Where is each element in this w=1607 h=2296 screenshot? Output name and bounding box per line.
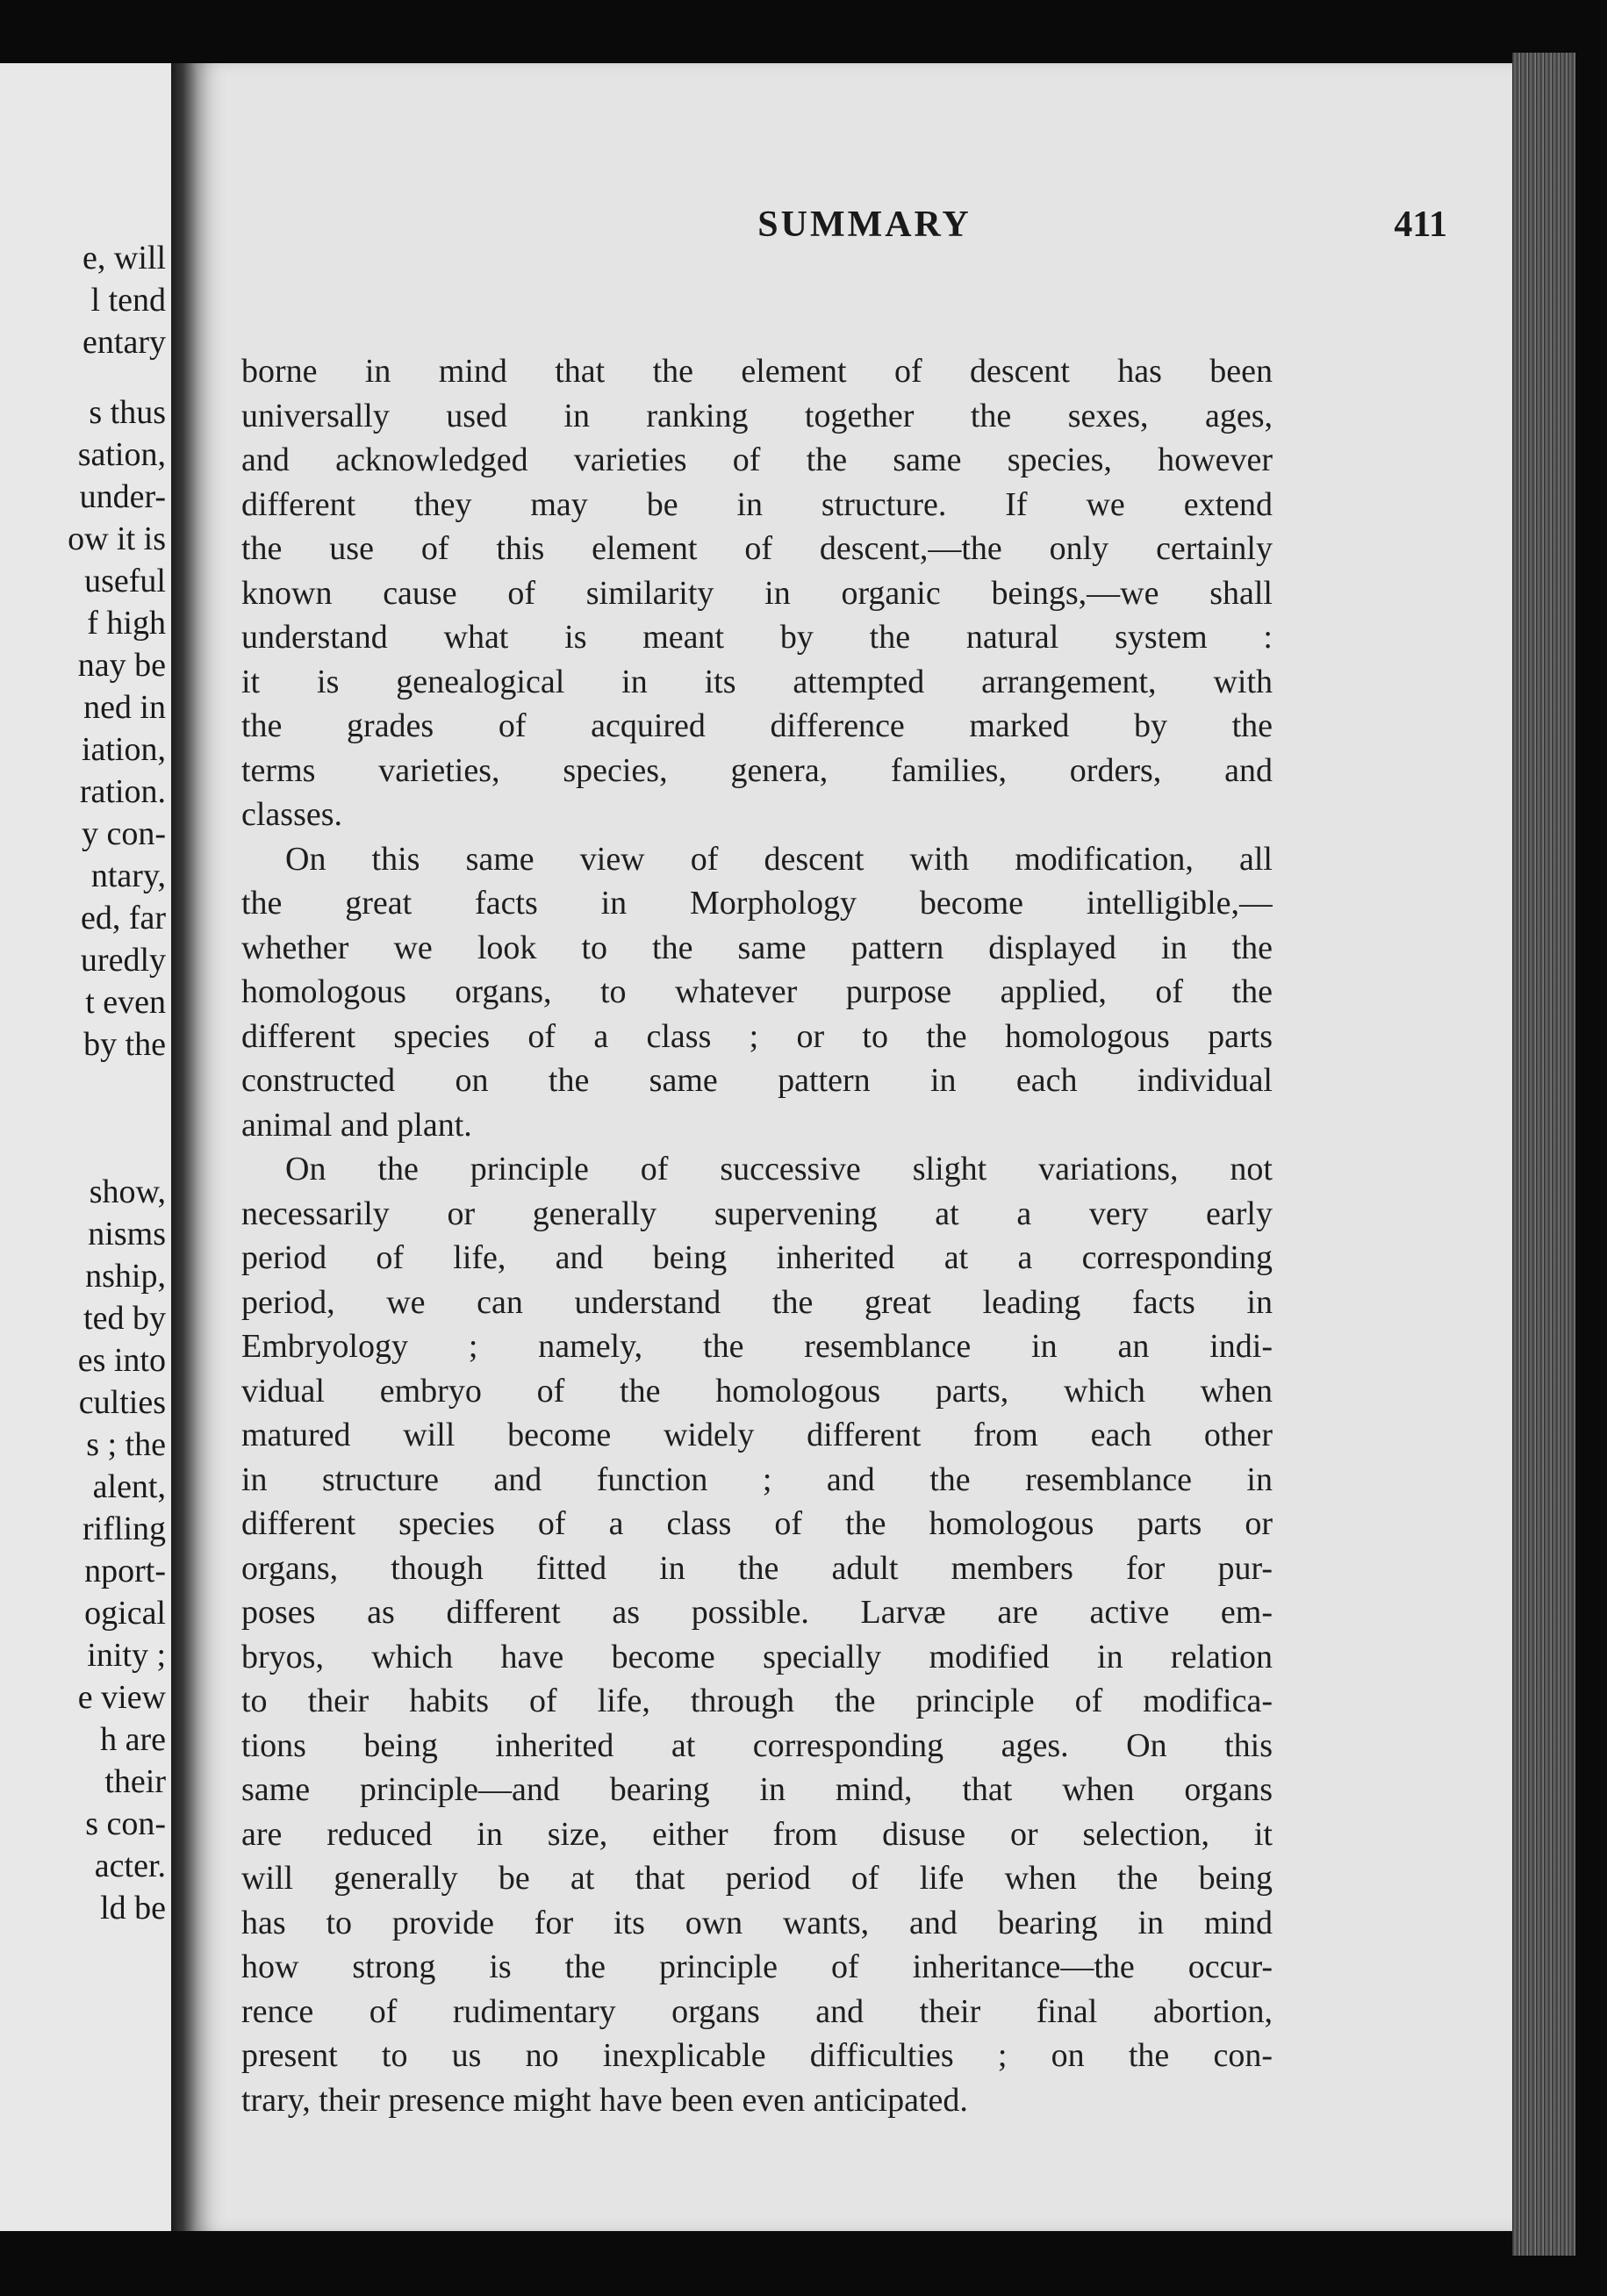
body-line: terms varieties, species, genera, families, orders, and <box>241 752 1273 789</box>
body-line: different species of a class of the homologous parts or <box>241 1505 1273 1542</box>
left-page-line: s con- <box>85 1805 166 1842</box>
body-line: the great facts in Morphology become intelligible,— <box>241 885 1273 922</box>
left-page-line: l tend <box>90 282 166 319</box>
body-line: period, we can understand the great leading facts in <box>241 1284 1273 1321</box>
body-line: same principle—and bearing in mind, that when organs <box>241 1771 1273 1808</box>
page-header <box>197 204 1512 256</box>
body-line: it is genealogical in its attempted arrangement, with <box>241 664 1273 700</box>
body-line: trary, their presence might have been even anticipated. <box>241 2082 968 2119</box>
body-line: rence of rudimentary organs and their final abortion, <box>241 1993 1273 2030</box>
body-line: tions being inherited at corresponding ages. On this <box>241 1727 1273 1764</box>
book-page <box>197 63 1512 2231</box>
body-line: to their habits of life, through the principle of modifica- <box>241 1683 1273 1719</box>
left-page-line: e, will <box>83 240 166 276</box>
left-page-line: s ; the <box>86 1426 166 1463</box>
left-page-line: their <box>104 1763 166 1800</box>
left-page-line: rifling <box>83 1510 166 1547</box>
left-page-line: entary <box>83 324 166 361</box>
body-line: the use of this element of descent,—the only certainly <box>241 530 1273 567</box>
left-page-line: h are <box>100 1721 166 1758</box>
body-line: Embryology ; namely, the resemblance in an indi- <box>241 1328 1273 1365</box>
body-line: understand what is meant by the natural system : <box>241 619 1273 656</box>
body-line: in structure and function ; and the resemblance in <box>241 1461 1273 1498</box>
left-page-line: under- <box>79 478 166 515</box>
body-line: has to provide for its own wants, and bearing in mind <box>241 1905 1273 1941</box>
body-line: vidual embryo of the homologous parts, which when <box>241 1373 1273 1410</box>
body-line: present to us no inexplicable difficulties ; on the con- <box>241 2037 1273 2074</box>
body-line: whether we look to the same pattern displayed in the <box>241 929 1273 966</box>
page-number: 411 <box>1394 204 1447 245</box>
body-line: the grades of acquired difference marked by the <box>241 707 1273 744</box>
body-line: are reduced in size, either from disuse or selection, it <box>241 1816 1273 1853</box>
body-line: poses as different as possible. Larvæ are active em- <box>241 1594 1273 1631</box>
body-line: borne in mind that the element of descent has been <box>241 353 1273 390</box>
left-page-line: culties <box>78 1384 166 1421</box>
left-page-line: es into <box>77 1342 166 1379</box>
left-page-line: ration. <box>79 773 166 810</box>
left-page-line: nisms <box>88 1216 166 1252</box>
page-stack-edge <box>1512 53 1575 2256</box>
body-line: necessarily or generally supervening at a very early <box>241 1195 1273 1232</box>
book-gutter <box>171 63 197 2231</box>
left-page-line: t even <box>85 984 166 1021</box>
left-page-line: uredly <box>80 942 166 979</box>
left-page-line: by the <box>83 1026 166 1063</box>
left-page-line: ow it is <box>68 520 166 557</box>
body-line: constructed on the same pattern in each individual <box>241 1062 1273 1099</box>
left-page-line: inity ; <box>87 1637 166 1674</box>
body-line: known cause of similarity in organic beings,—we shall <box>241 575 1273 612</box>
left-page-line: ted by <box>83 1300 166 1337</box>
body-line: homologous organs, to whatever purpose applied, of the <box>241 973 1273 1010</box>
left-page-line: alent, <box>92 1468 166 1505</box>
body-line: how strong is the principle of inheritance—the occur- <box>241 1948 1273 1985</box>
body-line: different they may be in structure. If we extend <box>241 486 1273 523</box>
body-line: different species of a class ; or to the homologous parts <box>241 1018 1273 1055</box>
left-page-line: nay be <box>77 647 166 684</box>
body-line: bryos, which have become specially modified in relation <box>241 1639 1273 1675</box>
left-page-line: sation, <box>77 436 166 473</box>
left-page-line: ned in <box>83 689 166 726</box>
body-line: will generally be at that period of life when the being <box>241 1860 1273 1897</box>
body-line: period of life, and being inherited at a corresponding <box>241 1239 1273 1276</box>
left-page-line: ed, far <box>80 900 166 936</box>
left-page-line: acter. <box>94 1848 166 1884</box>
left-page-line: iation, <box>81 731 166 768</box>
left-page-line: ld be <box>100 1890 166 1926</box>
body-line: and acknowledged varieties of the same species, however <box>241 441 1273 478</box>
body-line: On this same view of descent with modification, all <box>285 841 1273 878</box>
body-text <box>241 351 1273 2124</box>
left-page-line: show, <box>89 1173 166 1210</box>
left-page-line: e view <box>77 1679 166 1716</box>
body-line: matured will become widely different from each other <box>241 1417 1273 1453</box>
running-title: SUMMARY <box>757 204 972 245</box>
body-line: universally used in ranking together the sexes, ages, <box>241 398 1273 434</box>
left-page-line: ntary, <box>90 857 166 894</box>
left-page-line: f high <box>87 605 166 642</box>
left-page-line: nship, <box>85 1258 166 1295</box>
body-line: animal and plant. <box>241 1107 472 1144</box>
left-page-line: nport- <box>84 1553 166 1589</box>
left-page-line: useful <box>84 563 166 599</box>
body-line: On the principle of successive slight variations, not <box>285 1151 1273 1187</box>
left-page-line: ogical <box>84 1595 166 1632</box>
body-line: classes. <box>241 796 343 833</box>
left-page-line: s thus <box>89 394 166 431</box>
body-line: organs, though fitted in the adult members for pur- <box>241 1550 1273 1587</box>
left-page-line: y con- <box>81 815 166 852</box>
previous-page-fragment <box>0 63 171 2231</box>
